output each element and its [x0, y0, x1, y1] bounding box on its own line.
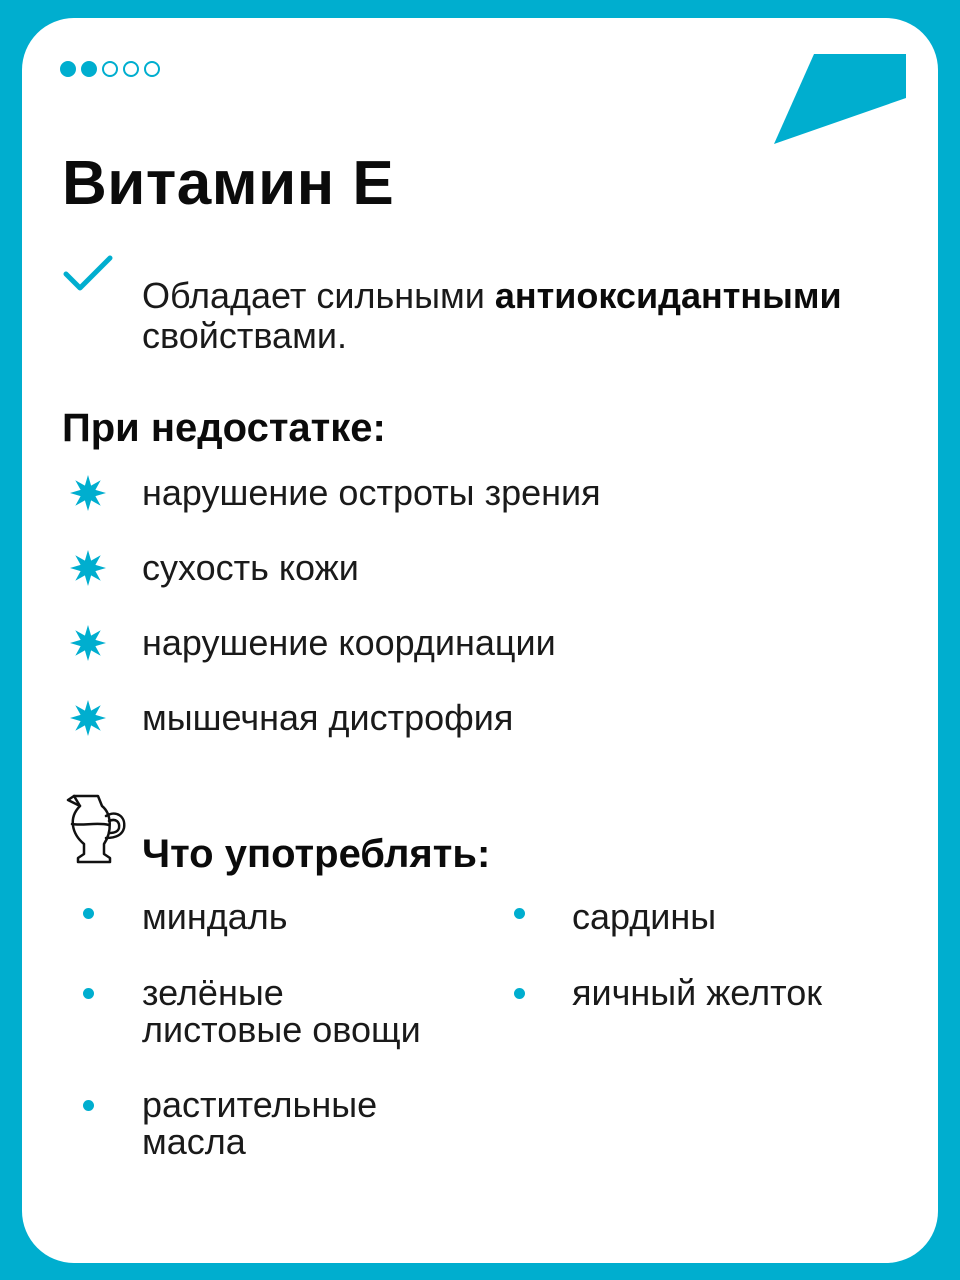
symptom-label: сухость кожи: [142, 547, 359, 588]
food-item: [142, 898, 288, 935]
food-item: [572, 974, 822, 1011]
food-label: масла: [142, 1121, 246, 1162]
list-bullet: [83, 1100, 94, 1111]
lead-text-end: свойствами.: [142, 315, 347, 356]
food-label: листовые овощи: [142, 1009, 421, 1050]
lead-text: [142, 276, 922, 356]
food-item: [142, 1086, 377, 1160]
foods-heading: Что употреблять:: [142, 832, 491, 876]
food-label: яичный желток: [572, 972, 822, 1013]
list-bullet: [514, 908, 525, 919]
jug-icon: [62, 792, 128, 864]
card: [22, 18, 938, 1263]
symptom-label: нарушение координации: [142, 622, 556, 663]
pager-dot-5: [144, 61, 160, 77]
symptom-label: нарушение остроты зрения: [142, 472, 601, 513]
symptom-label: мышечная дистрофия: [142, 697, 514, 738]
list-bullet: [83, 908, 94, 919]
starburst-icon: [70, 550, 106, 586]
food-label: зелёные: [142, 972, 284, 1013]
corner-parallelogram-shape: [774, 54, 906, 144]
starburst-icon: [70, 475, 106, 511]
starburst-icon: [70, 700, 106, 736]
food-item: [572, 898, 716, 935]
pager-dot-2: [81, 61, 97, 77]
list-bullet: [514, 988, 525, 999]
food-label: растительные: [142, 1084, 378, 1125]
starburst-icon: [70, 625, 106, 661]
page-title: Витамин Е: [62, 149, 395, 218]
deficiency-heading: При недостатке:: [62, 406, 386, 450]
pager-dot-4: [123, 61, 139, 77]
food-label: миндаль: [142, 896, 288, 937]
pager-dot-3: [102, 61, 118, 77]
checkmark-icon: [62, 254, 114, 296]
lead-text-start: Обладает сильными: [142, 275, 495, 316]
list-bullet: [83, 988, 94, 999]
food-label: сардины: [572, 896, 717, 937]
lead-text-emphasis: антиоксидантными: [494, 275, 842, 316]
pager-dot-1: [60, 61, 76, 77]
food-item: [142, 974, 421, 1048]
